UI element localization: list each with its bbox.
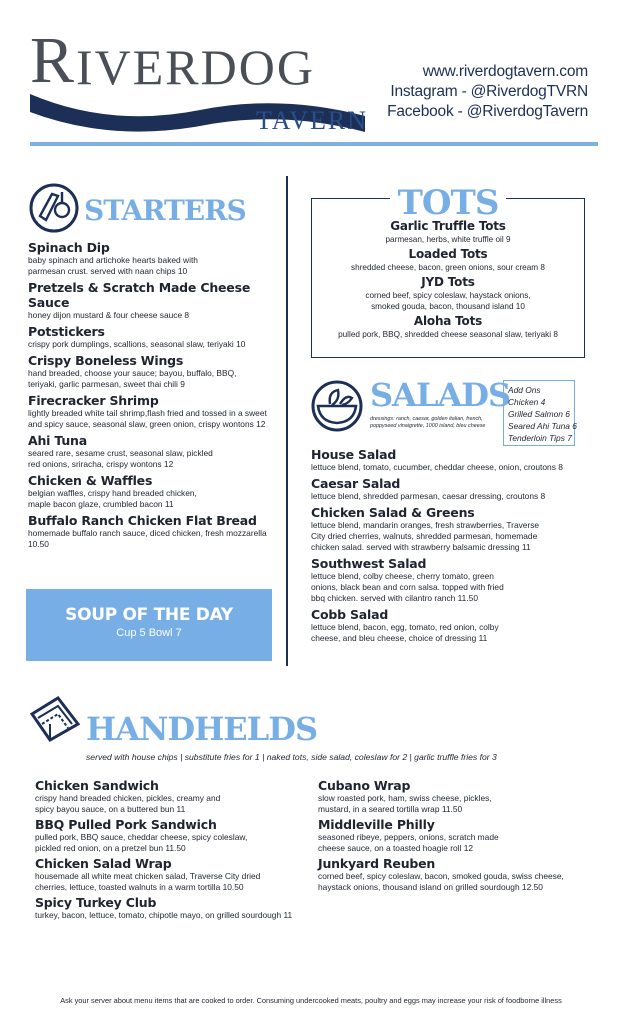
dressings-list: dressings: ranch, caesar, golden italian, french, poppyseed vinaigrette, 1000 island, bleu cheese: [370, 416, 486, 429]
starters-title: STARTERS: [84, 194, 246, 227]
item-name: Chicken Sandwich: [35, 778, 159, 793]
column-divider: [286, 176, 288, 666]
logo-tavern: TAVERN: [256, 106, 369, 135]
facebook-handle[interactable]: Facebook - @RiverdogTavern: [387, 103, 588, 120]
handhelds-right-column: [318, 778, 588, 895]
starters-header: [28, 180, 278, 240]
item-name: Garlic Truffle Tots: [390, 219, 506, 233]
item-description: baby spinach and artichoke hearts baked with parmesan crust. served with naan chips 10: [28, 255, 198, 276]
item-name: Cobb Salad: [311, 607, 389, 622]
item-description: corned beef, spicy coleslaw, bacon, smoked gouda, swiss cheese, haystack onions, thousand island on grilled sourdough 12.50: [318, 871, 564, 892]
item-description: belgian waffles, crispy hand breaded chicken, maple bacon glaze, crumbled bacon 11: [28, 488, 197, 509]
item-name: Chicken Salad Wrap: [35, 856, 172, 871]
item-name: Pretzels & Scratch Made Cheese Sauce: [28, 280, 251, 310]
item-description: lettuce blend, tomato, cucumber, cheddar cheese, onion, croutons 8: [311, 462, 563, 472]
sandwich-icon: [28, 694, 82, 746]
starters-section: [28, 180, 278, 553]
tots-title: TOTS: [390, 183, 507, 223]
item-name: Potstickers: [28, 324, 105, 339]
item-name: JYD Tots: [421, 275, 475, 289]
list-item: [28, 280, 278, 321]
salads-title: SALADS: [370, 376, 511, 414]
add-on-item: Chicken 4: [508, 397, 546, 407]
item-description: seasoned ribeye, peppers, onions, scratch made cheese sauce, on a toasted hoagie roll 12: [318, 832, 499, 853]
soup-title: SOUP OF THE DAY: [65, 605, 233, 625]
item-description: pulled pork, BBQ, shredded cheese seasonal slaw, teriyaki 8: [338, 330, 558, 339]
list-item: [312, 314, 584, 340]
tots-section: [311, 183, 585, 358]
list-item: [311, 476, 601, 502]
handhelds-title: HANDHELDS: [86, 710, 318, 748]
item-name: Spinach Dip: [28, 240, 110, 255]
item-description: crispy pork dumplings, scallions, seasonal slaw, teriyaki 10: [28, 339, 246, 349]
item-description: housemade all white meat chicken salad, Traverse City dried cherries, lettuce, toasted walnuts in a warm tortilla 10.50: [35, 871, 261, 892]
item-description: seared rare, sesame crust, seasonal slaw, pickled red onions, sriracha, crispy wontons 12: [28, 448, 213, 469]
item-description: shredded cheese, bacon, green onions, sour cream 8: [351, 263, 545, 272]
list-item: [28, 240, 278, 277]
soup-prices: Cup 5 Bowl 7: [116, 627, 182, 639]
item-description: lettuce blend, bacon, egg, tomato, red onion, colby cheese, and bleu cheese, choice of dressing 11: [311, 622, 499, 643]
item-name: Firecracker Shrimp: [28, 393, 159, 408]
item-description: honey dijon mustard & four cheese sauce 8: [28, 310, 190, 320]
item-name: Chicken Salad & Greens: [311, 505, 475, 520]
instagram-handle[interactable]: Instagram - @RiverdogTVRN: [390, 83, 588, 100]
item-name: Spicy Turkey Club: [35, 895, 157, 910]
item-description: lightly breaded white tail shrimp,flash fried and tossed in a sweet and spicy sauce, seasonal slaw, green onion, crispy wontons 12: [28, 408, 267, 429]
item-name: Ahi Tuna: [28, 433, 87, 448]
item-description: hand breaded, choose your sauce; bayou, buffalo, BBQ, teriyaki, garlic parmesan, sweet thai chili 9: [28, 368, 237, 389]
item-name: Buffalo Ranch Chicken Flat Bread: [28, 513, 257, 528]
list-item: [311, 505, 601, 553]
item-description: lettuce blend, colby cheese, cherry tomato, green onions, black bean and corn salsa. topped with fried bbq chicken. served with cilantro ranch 11.50: [311, 571, 504, 603]
list-item: [28, 513, 278, 550]
list-item: [311, 447, 601, 473]
handhelds-note: served with house chips | substitute fries for 1 | naked tots, side salad, coleslaw for 2 | garlic truffle fries for 3: [86, 752, 497, 762]
item-name: Southwest Salad: [311, 556, 427, 571]
list-item: [312, 275, 584, 312]
salad-bowl-icon: [310, 380, 364, 432]
list-item: [28, 473, 278, 510]
item-name: Cubano Wrap: [318, 778, 411, 793]
list-item: [35, 778, 295, 815]
add-on-item: Tenderloin Tips 7: [508, 433, 572, 443]
hors-doeuvres-icon: [28, 182, 80, 234]
list-item: [312, 247, 584, 273]
logo-name: IVERDOG: [76, 39, 315, 95]
food-safety-disclaimer: Ask your server about menu items that are cooked to order. Consuming undercooked meats, poultry and eggs may increase your risk of foodborne illness: [60, 996, 562, 1005]
soup-of-the-day-box: [26, 589, 272, 661]
list-item: [318, 856, 588, 893]
handhelds-left-column: [35, 778, 295, 923]
item-description: lettuce blend, mandarin oranges, fresh strawberries, Traverse City dried cherries, walnuts, shredded parmesan, homemade chicken salad. served with strawberry balsamic dressing 11: [311, 520, 540, 552]
item-description: parmesan, herbs, white truffle oil 9: [385, 235, 511, 244]
item-name: Loaded Tots: [408, 247, 488, 261]
item-name: Junkyard Reuben: [318, 856, 436, 871]
list-item: [35, 856, 295, 893]
add-ons-title: Add Ons: [508, 385, 541, 395]
item-description: slow roasted pork, ham, swiss cheese, pickles, mustard, in a seared tortilla wrap 11.50: [318, 793, 492, 814]
list-item: [28, 324, 278, 350]
list-item: [35, 895, 295, 921]
list-item: [312, 219, 584, 245]
item-description: corned beef, spicy coleslaw, haystack onions, smoked gouda, bacon, thousand island 10: [365, 291, 531, 311]
list-item: [28, 433, 278, 470]
riverdog-logo: [30, 26, 370, 136]
salads-header: [310, 376, 510, 436]
add-ons-box: [503, 380, 575, 446]
list-item: [311, 607, 601, 644]
item-name: Crispy Boneless Wings: [28, 353, 184, 368]
logo-initial: R: [30, 24, 75, 97]
item-name: Middleville Philly: [318, 817, 435, 832]
list-item: [311, 556, 601, 604]
header-divider: [30, 142, 598, 146]
list-item: [28, 353, 278, 390]
list-item: [35, 817, 295, 854]
add-on-item: Grilled Salmon 6: [508, 409, 570, 419]
salads-list: [311, 447, 601, 647]
contact-info: [348, 62, 588, 122]
item-name: Aloha Tots: [413, 314, 483, 328]
item-name: House Salad: [311, 447, 397, 462]
item-name: Caesar Salad: [311, 476, 401, 491]
list-item: [28, 393, 278, 430]
item-description: crispy hand breaded chicken, pickles, creamy and spicy bayou sauce, on a buttered bun 11: [35, 793, 221, 814]
item-description: pulled pork, BBQ sauce, cheddar cheese, spicy coleslaw, pickled red onion, on a pretzel bun 11.50: [35, 832, 248, 853]
list-item: [318, 817, 588, 854]
starters-list: [28, 240, 278, 550]
website-link[interactable]: www.riverdogtavern.com: [422, 63, 588, 80]
item-description: lettuce blend, shredded parmesan, caesar dressing, croutons 8: [311, 491, 546, 501]
item-name: BBQ Pulled Pork Sandwich: [35, 817, 217, 832]
add-on-item: Seared Ahi Tuna 6: [508, 421, 577, 431]
tots-list: [312, 219, 584, 340]
item-name: Chicken & Waffles: [28, 473, 153, 488]
item-description: homemade buffalo ranch sauce, diced chicken, fresh mozzarella 10.50: [28, 528, 267, 549]
item-description: turkey, bacon, lettuce, tomato, chipotle mayo, on grilled sourdough 11: [35, 910, 293, 920]
list-item: [318, 778, 588, 815]
